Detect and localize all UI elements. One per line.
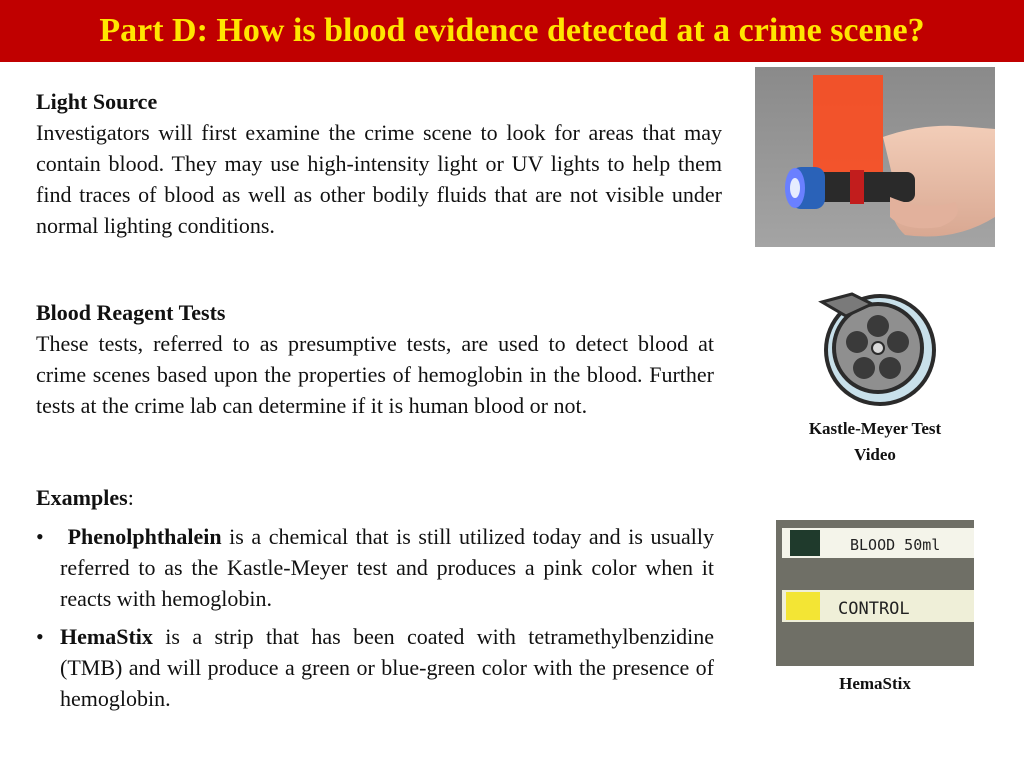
phenolphthalein-text: is a chemical that is still utilized today and is usually referred to as the Kastle-Meyer test and produces a pink color when it reacts with hemoglobin. bbox=[60, 524, 715, 611]
reagent-tests-section bbox=[36, 297, 714, 421]
light-source-heading: Light Source bbox=[36, 89, 158, 114]
hemastix-strip2-label: CONTROL bbox=[838, 599, 910, 619]
phenolphthalein-term: Phenolphthalein bbox=[67, 524, 222, 549]
hemastix-text: is a strip that has been coated with tetramethylbenzidine (TMB) and will produce a green or blue-green color with the presence of hemoglobin. bbox=[60, 624, 714, 711]
flashlight-photo bbox=[755, 67, 995, 247]
list-item bbox=[36, 521, 715, 614]
light-source-section bbox=[36, 86, 722, 241]
video-caption-line2: Video bbox=[854, 445, 896, 464]
list-item bbox=[36, 621, 714, 714]
hemastix-term: HemaStix bbox=[60, 624, 153, 649]
hemastix-caption: HemaStix bbox=[839, 674, 911, 693]
hemastix-strip1-label: BLOOD 50ml bbox=[850, 536, 941, 554]
hemastix-photo bbox=[776, 520, 974, 666]
title-bar bbox=[0, 0, 1024, 62]
examples-label: Examples bbox=[36, 485, 128, 510]
page-title: Part D: How is blood evidence detected at a crime scene? bbox=[99, 12, 925, 49]
examples-colon: : bbox=[127, 485, 134, 510]
video-caption bbox=[780, 416, 970, 468]
film-reel-icon[interactable] bbox=[812, 290, 938, 408]
bullet-icon: • bbox=[36, 524, 44, 549]
video-caption-line1: Kastle-Meyer Test bbox=[808, 419, 942, 438]
light-source-text: Investigators will first examine the crime scene to look for areas that may contain blood. They may use high-intensity light or UV lights to help them find traces of blood as well as other bodily fluids that are not visible under normal lighting conditions. bbox=[36, 120, 722, 238]
examples-heading bbox=[36, 482, 714, 513]
reagent-tests-text: These tests, referred to as presumptive tests, are used to detect blood at crime scenes based upon the properties of hemoglobin in the blood. Further tests at the crime lab can determine if it is human blood or not. bbox=[36, 331, 714, 418]
bullet-icon: • bbox=[36, 624, 44, 649]
reagent-tests-heading: Blood Reagent Tests bbox=[36, 300, 226, 325]
